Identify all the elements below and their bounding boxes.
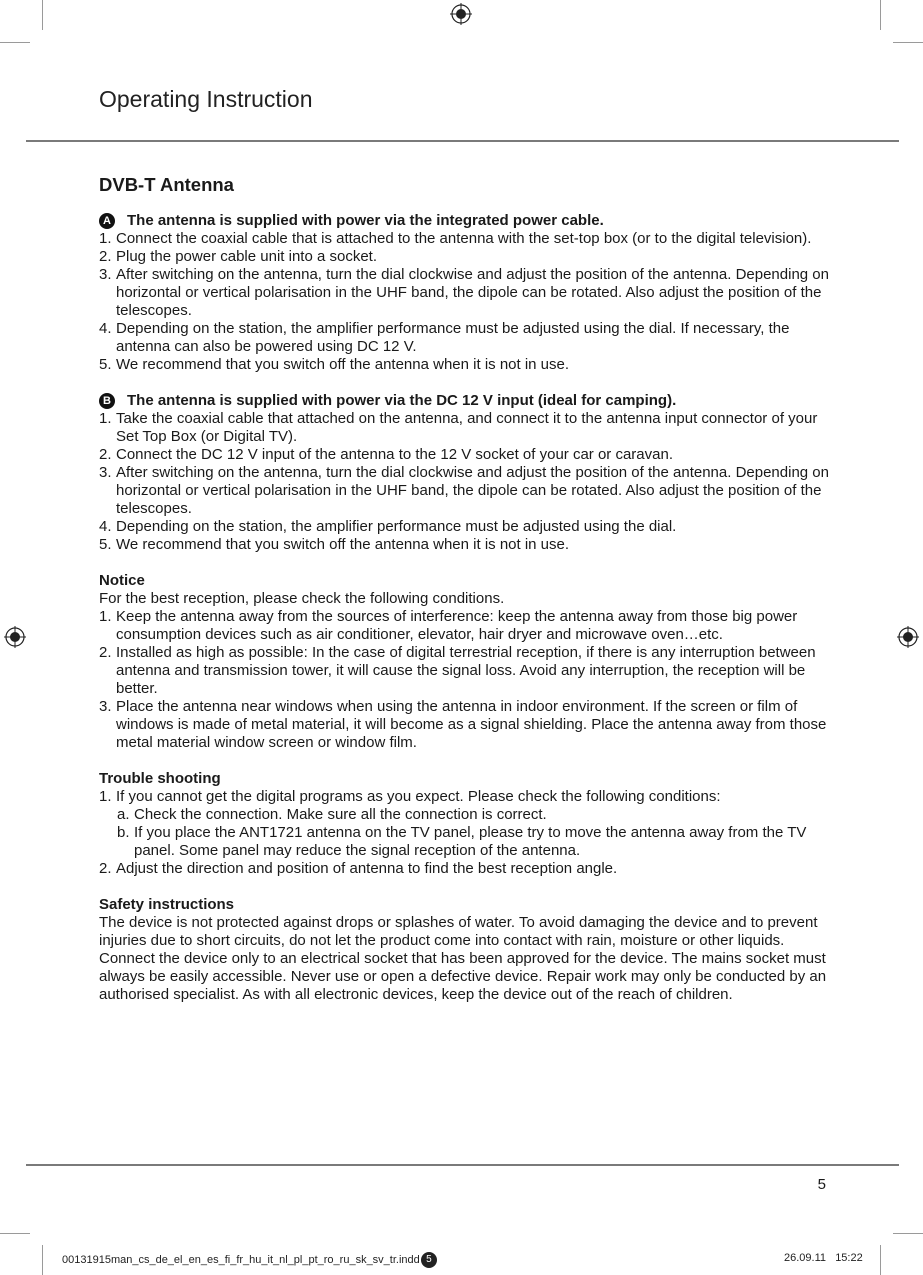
registration-mark-icon [897,626,919,648]
section-a-list [99,230,829,374]
list-item: 5. We recommend that you switch off the antenna when it is not in use. [99,536,570,553]
trouble-shooting-sublist [99,806,829,860]
crop-mark [42,0,43,30]
footer-divider [26,1164,899,1166]
trouble-shooting-title: Trouble shooting [99,770,221,787]
registration-mark-icon [4,626,26,648]
main-content [99,172,829,1004]
section-a-title-text: The antenna is supplied with power via the integrated power cable. [127,212,604,229]
notice-intro: For the best reception, please check the following conditions. [99,590,505,607]
list-item: 1. Take the coaxial cable that attached on the antenna, and connect it to the antenna input connector of your Set Top Box (or Digital TV). [99,410,818,445]
page-number: 5 [817,1176,826,1193]
list-item: 1. Connect the coaxial cable that is attached to the antenna with the set-top box (or to the digital television). [99,230,812,247]
crop-mark [893,1233,923,1234]
page-header-title: Operating Instruction [99,86,313,112]
trouble-shooting-list-continued [99,860,829,878]
list-item: 1. If you cannot get the digital programs as you expect. Please check the following conditions: [99,788,721,805]
crop-mark [880,1245,881,1275]
crop-mark [0,42,30,43]
list-item: b. If you place the ANT1721 antenna on the TV panel, please try to move the antenna away from the TV panel. Some panel may reduce the signal reception of the antenna. [117,824,807,859]
section-a-title [99,212,829,230]
section-heading: DVB-T Antenna [99,174,234,195]
safety-title: Safety instructions [99,896,235,913]
crop-mark [880,0,881,30]
registration-mark-icon [450,3,472,25]
list-item: 2. Plug the power cable unit into a socket. [99,248,377,265]
list-item: 3. After switching on the antenna, turn the dial clockwise and adjust the position of the antenna. Depending on horizontal or vertical polarisation in the UHF band, the dipole can be rotated. Also adjust the position of the telescopes. [99,266,829,319]
footer-file-page: 5 [421,1252,437,1268]
header-divider [26,140,899,142]
letter-a-badge-icon: A [99,213,115,229]
list-item: 3. After switching on the antenna, turn the dial clockwise and adjust the position of the antenna. Depending on horizontal or vertical polarisation in the UHF band, the dipole can be rotated. Also adjust the position of the telescopes. [99,464,829,517]
footer-date-time: 26.09.11 15:22 [784,1252,863,1264]
footer-file-name: 00131915man_cs_de_el_en_es_fi_fr_hu_it_nl_pl_pt_ro_ru_sk_sv_tr.indd 5 [62,1252,437,1268]
notice-title: Notice [99,572,145,589]
safety-text: The device is not protected against drops or splashes of water. To avoid damaging the device and to prevent injuries due to short circuits, do not let the product come into contact with rain, moisture or other liquids. Connect the device only to an electrical socket that has been approved for the device. The mains socket must always be easily accessible. Never use or open a defective device. Repair work may only be conducted by an authorised specialist. As with all electronic devices, keep the device out of the reach of children. [99,914,827,1003]
list-item: 5. We recommend that you switch off the antenna when it is not in use. [99,356,570,373]
section-b-title [99,392,829,410]
crop-mark [893,42,923,43]
notice-list [99,608,829,752]
crop-mark [0,1233,30,1234]
list-item: 4. Depending on the station, the amplifier performance must be adjusted using the dial. [99,518,677,535]
list-item: 2. Connect the DC 12 V input of the antenna to the 12 V socket of your car or caravan. [99,446,673,463]
list-item: 3. Place the antenna near windows when using the antenna in indoor environment. If the screen or film of windows is made of metal material, it will become as a signal shielding. Place the antenna away from those metal material window screen or window film. [99,698,827,751]
list-item: 1. Keep the antenna away from the sources of interference: keep the antenna away from those big power consumption devices such as air conditioner, elevator, hair dryer and microwave oven…etc. [99,608,798,643]
crop-mark [42,1245,43,1275]
list-item: 4. Depending on the station, the amplifier performance must be adjusted using the dial. If necessary, the antenna can also be powered using DC 12 V. [99,320,790,355]
letter-b-badge-icon: B [99,393,115,409]
section-b-list [99,410,829,554]
trouble-shooting-list [99,788,829,806]
section-b-title-text: The antenna is supplied with power via the DC 12 V input (ideal for camping). [127,392,677,409]
list-item: 2. Installed as high as possible: In the case of digital terrestrial reception, if there is any interruption between antenna and transmission tower, it will cause the signal loss. Avoid any interruption, the reception will be better. [99,644,816,697]
list-item: a. Check the connection. Make sure all the connection is correct. [117,806,547,823]
list-item: 2. Adjust the direction and position of antenna to find the best reception angle. [99,860,618,877]
